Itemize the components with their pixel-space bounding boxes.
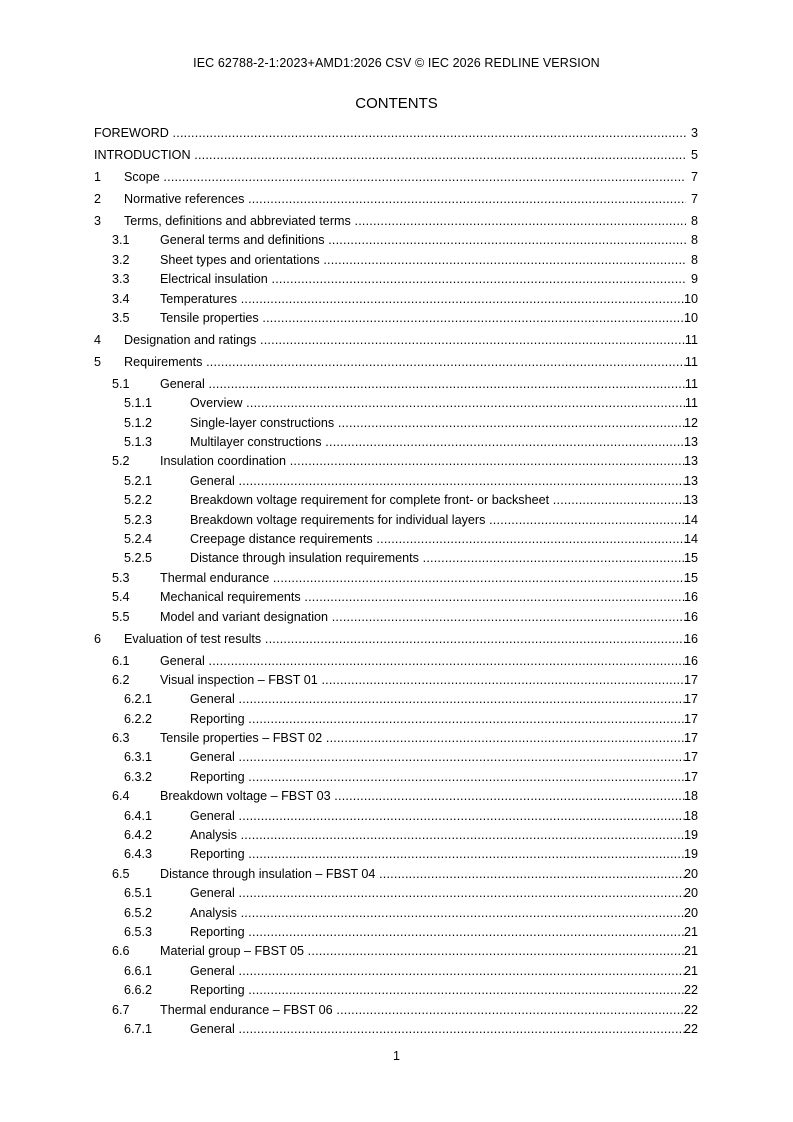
toc-entry-title: General ..... xyxy=(190,690,686,709)
toc-entry-number: 6 xyxy=(94,631,102,646)
toc-entry-page: 17 xyxy=(683,672,698,687)
toc-entry-number: 5.1.3 xyxy=(124,435,153,450)
toc-entry-number: 6.2.2 xyxy=(124,711,153,726)
toc-entry[interactable] xyxy=(94,331,698,350)
toc-entry-page: 16 xyxy=(683,631,698,646)
toc-entry-number: 5.2.3 xyxy=(124,512,153,527)
toc-entry-number: 6.3.2 xyxy=(124,769,153,784)
toc-entry-title: Mechanical requirements ..... xyxy=(160,588,686,607)
toc-entry-page: 22 xyxy=(683,1021,698,1036)
toc-entry-title: Tensile properties ..... xyxy=(160,309,686,328)
toc-entry-page: 14 xyxy=(683,531,698,546)
toc-entry[interactable] xyxy=(94,353,698,372)
toc-entry-title: General ..... xyxy=(190,748,686,767)
page-number: 1 xyxy=(393,1049,400,1063)
toc-entry-page: 11 xyxy=(684,332,698,347)
table-of-contents xyxy=(94,124,698,1039)
toc-entry-number: 5 xyxy=(94,354,102,369)
toc-entry[interactable] xyxy=(94,190,698,209)
toc-entry[interactable] xyxy=(94,511,698,530)
toc-entry-page: 8 xyxy=(690,213,698,228)
toc-entry-page: 20 xyxy=(683,905,698,920)
toc-entry-title: Electrical insulation ..... xyxy=(160,270,686,289)
toc-entry-title: Analysis ..... xyxy=(190,904,686,923)
toc-entry-number: 3.2 xyxy=(112,252,130,267)
toc-entry-title: General ..... xyxy=(190,807,686,826)
toc-entry-page: 13 xyxy=(683,454,698,469)
toc-entry-page: 17 xyxy=(683,750,698,765)
toc-entry-title: Breakdown voltage – FBST 03 ..... xyxy=(160,787,686,806)
toc-entry[interactable] xyxy=(94,452,698,471)
toc-entry-page: 17 xyxy=(683,711,698,726)
toc-entry-number: 3 xyxy=(94,213,102,228)
toc-entry-title: Overview ..... xyxy=(190,394,686,413)
toc-entry-title: Sheet types and orientations ..... xyxy=(160,251,686,270)
toc-entry[interactable] xyxy=(94,588,698,607)
toc-entry[interactable] xyxy=(94,787,698,806)
toc-entry-title: Breakdown voltage requirements for individual layers ..... xyxy=(190,511,686,530)
toc-entry[interactable] xyxy=(94,710,698,729)
page-title: CONTENTS xyxy=(355,95,438,112)
toc-entry[interactable] xyxy=(94,690,698,709)
toc-entry-page: 20 xyxy=(683,866,698,881)
toc-entry[interactable] xyxy=(94,923,698,942)
toc-entry[interactable] xyxy=(94,231,698,250)
toc-entry-page: 11 xyxy=(684,396,698,411)
toc-entry-number: 5.2.4 xyxy=(124,531,153,546)
toc-entry-number: 5.4 xyxy=(112,590,130,605)
toc-entry-title: INTRODUCTION ..... xyxy=(94,146,686,165)
toc-entry-number: 6.7 xyxy=(112,1002,130,1017)
toc-entry[interactable] xyxy=(94,608,698,627)
toc-entry-number: 5.2 xyxy=(112,454,130,469)
toc-entry-title: FOREWORD ..... xyxy=(94,124,686,143)
toc-entry-page: 16 xyxy=(683,609,698,624)
toc-entry[interactable] xyxy=(94,630,698,649)
toc-entry-title: Reporting ..... xyxy=(190,768,686,787)
toc-entry[interactable] xyxy=(94,981,698,1000)
toc-entry-number: 6.5.3 xyxy=(124,924,153,939)
toc-entry-page: 17 xyxy=(683,692,698,707)
toc-entry-number: 6.4.1 xyxy=(124,808,153,823)
toc-entry[interactable] xyxy=(94,251,698,270)
toc-entry-title: General ..... xyxy=(160,375,686,394)
toc-entry-number: 6.4.2 xyxy=(124,828,153,843)
toc-entry-number: 4 xyxy=(94,332,102,347)
toc-entry-number: 5.3 xyxy=(112,570,130,585)
toc-entry-title: Reporting ..... xyxy=(190,710,686,729)
toc-entry[interactable] xyxy=(94,472,698,491)
toc-entry-title: Reporting ..... xyxy=(190,923,686,942)
toc-entry-page: 8 xyxy=(690,233,698,248)
toc-entry-title: Reporting ..... xyxy=(190,981,686,1000)
toc-entry-page: 14 xyxy=(683,512,698,527)
toc-entry-title: Distance through insulation – FBST 04 ..... xyxy=(160,865,686,884)
toc-entry-page: 18 xyxy=(683,789,698,804)
toc-entry[interactable] xyxy=(94,433,698,452)
toc-entry-number: 6.6.2 xyxy=(124,983,153,998)
toc-entry-number: 6.5.2 xyxy=(124,905,153,920)
toc-entry[interactable] xyxy=(94,884,698,903)
toc-entry-number: 6.6.1 xyxy=(124,963,153,978)
toc-entry-title: Creepage distance requirements ..... xyxy=(190,530,686,549)
toc-entry-title: Evaluation of test results ..... xyxy=(124,630,686,649)
toc-entry[interactable] xyxy=(94,729,698,748)
toc-entry-page: 10 xyxy=(683,291,698,306)
toc-entry-number: 5.2.1 xyxy=(124,473,153,488)
toc-entry[interactable] xyxy=(94,1001,698,1020)
toc-entry-page: 13 xyxy=(683,435,698,450)
toc-entry[interactable] xyxy=(94,942,698,961)
toc-entry-title: Visual inspection – FBST 01 ..... xyxy=(160,671,686,690)
toc-entry-page: 11 xyxy=(684,354,698,369)
toc-entry[interactable] xyxy=(94,290,698,309)
toc-entry[interactable] xyxy=(94,212,698,231)
toc-entry-page: 19 xyxy=(683,847,698,862)
toc-entry-title: Temperatures ..... xyxy=(160,290,686,309)
toc-entry-number: 3.1 xyxy=(112,233,130,248)
toc-entry-page: 21 xyxy=(683,944,698,959)
toc-entry-title: Scope ..... xyxy=(124,168,686,187)
toc-entry-number: 3.3 xyxy=(112,272,130,287)
toc-entry-number: 5.1.1 xyxy=(124,396,153,411)
toc-entry-number: 6.7.1 xyxy=(124,1021,153,1036)
toc-entry-page: 5 xyxy=(690,147,698,162)
toc-entry[interactable] xyxy=(94,414,698,433)
toc-entry-page: 18 xyxy=(683,808,698,823)
toc-entry-title: Model and variant designation ..... xyxy=(160,608,686,627)
toc-entry-title: General ..... xyxy=(190,1020,686,1039)
toc-entry-number: 6.5.1 xyxy=(124,886,153,901)
toc-entry-page: 21 xyxy=(683,963,698,978)
toc-entry[interactable] xyxy=(94,748,698,767)
toc-entry-title: Thermal endurance ..... xyxy=(160,569,686,588)
toc-entry[interactable] xyxy=(94,168,698,187)
toc-entry-page: 21 xyxy=(683,924,698,939)
toc-entry-page: 16 xyxy=(683,590,698,605)
toc-entry-page: 10 xyxy=(683,310,698,325)
toc-entry[interactable] xyxy=(94,375,698,394)
toc-entry-number: 6.1 xyxy=(112,653,130,668)
toc-entry-number: 6.2.1 xyxy=(124,692,153,707)
toc-entry-number: 5.2.5 xyxy=(124,551,153,566)
toc-entry[interactable] xyxy=(94,1020,698,1039)
toc-entry[interactable] xyxy=(94,768,698,787)
toc-entry-number: 6.5 xyxy=(112,866,130,881)
toc-entry-number: 6.6 xyxy=(112,944,130,959)
toc-entry-title: Terms, definitions and abbreviated terms ..... xyxy=(124,212,686,231)
toc-entry-title: General terms and definitions ..... xyxy=(160,231,686,250)
toc-entry-page: 20 xyxy=(683,886,698,901)
toc-entry-number: 1 xyxy=(94,169,102,184)
toc-entry-page: 19 xyxy=(683,828,698,843)
toc-entry[interactable] xyxy=(94,309,698,328)
toc-entry-page: 3 xyxy=(690,126,698,140)
toc-entry-page: 9 xyxy=(690,272,698,287)
toc-entry[interactable] xyxy=(94,146,698,165)
toc-entry-title: Reporting ..... xyxy=(190,845,686,864)
toc-entry-number: 6.4 xyxy=(112,789,130,804)
toc-entry-title: Insulation coordination ..... xyxy=(160,452,686,471)
toc-entry-number: 5.1 xyxy=(112,376,130,391)
toc-entry-title: Requirements ..... xyxy=(124,353,686,372)
toc-entry-title: Multilayer constructions ..... xyxy=(190,433,686,452)
toc-entry-title: General ..... xyxy=(190,884,686,903)
toc-entry-title: Thermal endurance – FBST 06 ..... xyxy=(160,1001,686,1020)
toc-entry-page: 13 xyxy=(683,473,698,488)
toc-entry-title: General ..... xyxy=(190,472,686,491)
toc-entry-page: 17 xyxy=(683,731,698,746)
toc-entry-title: Designation and ratings ..... xyxy=(124,331,686,350)
toc-entry[interactable] xyxy=(94,124,698,143)
toc-entry-number: 6.4.3 xyxy=(124,847,153,862)
toc-entry-title: General ..... xyxy=(190,962,686,981)
toc-entry-page: 7 xyxy=(690,191,698,206)
toc-entry-page: 8 xyxy=(690,252,698,267)
toc-entry-title: Tensile properties – FBST 02 ..... xyxy=(160,729,686,748)
toc-entry-number: 3.4 xyxy=(112,291,130,306)
toc-entry-page: 15 xyxy=(683,570,698,585)
toc-entry-title: Normative references ..... xyxy=(124,190,686,209)
toc-entry[interactable] xyxy=(94,962,698,981)
toc-entry[interactable] xyxy=(94,549,698,568)
toc-entry-number: 5.5 xyxy=(112,609,130,624)
toc-entry[interactable] xyxy=(94,491,698,510)
toc-entry-page: 15 xyxy=(683,551,698,566)
toc-entry[interactable] xyxy=(94,904,698,923)
toc-entry[interactable] xyxy=(94,569,698,588)
page-header: IEC 62788-2-1:2023+AMD1:2026 CSV © IEC 2026 REDLINE VERSION xyxy=(193,56,600,70)
toc-entry[interactable] xyxy=(94,394,698,413)
toc-entry[interactable] xyxy=(94,845,698,864)
toc-entry-title: Breakdown voltage requirement for complete front- or backsheet ..... xyxy=(190,491,686,510)
toc-entry-title: Material group – FBST 05 ..... xyxy=(160,942,686,961)
toc-entry[interactable] xyxy=(94,671,698,690)
toc-entry-number: 6.3 xyxy=(112,731,130,746)
toc-entry-number: 5.1.2 xyxy=(124,415,153,430)
toc-entry-title: Distance through insulation requirements ..... xyxy=(190,549,686,568)
toc-entry-number: 5.2.2 xyxy=(124,493,153,508)
toc-entry-page: 11 xyxy=(684,376,698,391)
toc-entry-page: 16 xyxy=(683,653,698,668)
toc-entry-title: Single-layer constructions ..... xyxy=(190,414,686,433)
toc-entry-page: 7 xyxy=(690,169,698,184)
toc-entry-page: 22 xyxy=(683,1002,698,1017)
toc-entry-page: 22 xyxy=(683,983,698,998)
toc-entry[interactable] xyxy=(94,530,698,549)
toc-entry-title: Analysis ..... xyxy=(190,826,686,845)
toc-entry-page: 17 xyxy=(683,769,698,784)
toc-entry-number: 2 xyxy=(94,191,102,206)
toc-entry[interactable] xyxy=(94,652,698,671)
toc-entry-number: 3.5 xyxy=(112,310,130,325)
toc-entry[interactable] xyxy=(94,865,698,884)
toc-entry-number: 6.2 xyxy=(112,672,130,687)
toc-entry-page: 13 xyxy=(683,493,698,508)
toc-entry-page: 12 xyxy=(683,415,698,430)
toc-entry[interactable] xyxy=(94,826,698,845)
toc-entry[interactable] xyxy=(94,270,698,289)
toc-entry-title: General ..... xyxy=(160,652,686,671)
toc-entry[interactable] xyxy=(94,807,698,826)
toc-entry-number: 6.3.1 xyxy=(124,750,153,765)
